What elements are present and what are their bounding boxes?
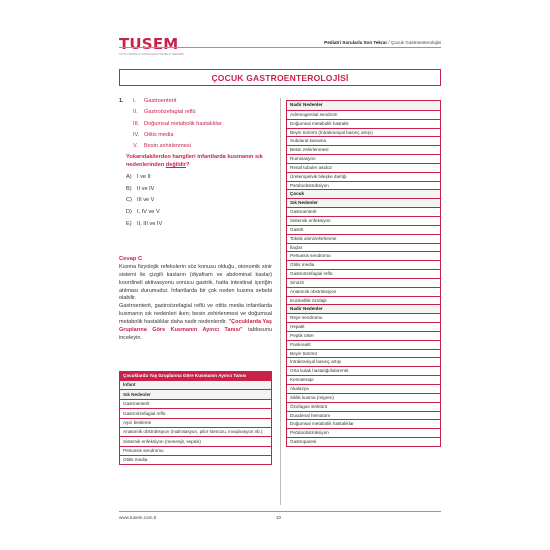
table-row: İntrakraniyal basınç artışı bbox=[287, 357, 440, 366]
statement-item: IV. Otitis media bbox=[133, 131, 174, 138]
table-row: İlaçlar bbox=[287, 243, 440, 252]
header-rule bbox=[119, 47, 441, 48]
differential-table-part2 bbox=[286, 100, 441, 447]
table-row: Doğumsal metabolik hastalık bbox=[287, 119, 440, 128]
table-row: Gastroenterit bbox=[287, 207, 440, 216]
table-section-header: İnfant bbox=[120, 380, 271, 389]
question-block bbox=[119, 98, 274, 232]
footer-rule bbox=[119, 511, 441, 512]
logo-text: TUSEM bbox=[119, 35, 179, 53]
footer-website: www.tusem.com.tr bbox=[119, 515, 157, 520]
statement-item: III. Doğumsal metabolik hastalıklar bbox=[133, 120, 222, 127]
table-section-header: Nadir Nedenler bbox=[287, 101, 440, 110]
book-title: Pediatri Sorularla Son Tekrar bbox=[324, 40, 388, 45]
table-row: Gastroözefagial reflü bbox=[120, 408, 271, 417]
table-row: Gastroparesi bbox=[287, 437, 440, 446]
option-c[interactable]: C) III ve V bbox=[126, 197, 155, 204]
table-row: Siklik kusma (migren) bbox=[287, 393, 440, 402]
table-row: Beyin tümörü bbox=[287, 349, 440, 358]
table-row: Peptik ülser bbox=[287, 331, 440, 340]
table-row: Adrenogenital sendrom bbox=[287, 110, 440, 119]
answer-title: Cevap C bbox=[119, 256, 143, 262]
table-row: Duodenal hematom bbox=[287, 411, 440, 420]
table-row: Sinüzit bbox=[287, 278, 440, 287]
table-row: Gastroözefagial reflü bbox=[287, 269, 440, 278]
answer-explanation bbox=[119, 264, 272, 342]
explanation-paragraph: Kusma fizyolojik refekslerin söz konusu olduğu, otonomik sinir sistemi ile çizgili kasların (diyafram ve abdominal kaslar) koordineli aktivasyonu sonucu gastrik, hatta intestinal içeriğin atılması durumudur. İnfantlarda bir çok neden kusma sebebi olabilir. bbox=[119, 264, 272, 302]
explanation-paragraph: Gastroenterit, gastroözefagial reflü ve otitis media infantlarda kusmanın sık nedenleri iken; besin zehirlenmesi ve doğumsal metabolik hastalıklar daha nadir nedenlerdir. "Çocuklarda Yaş Gruplarına Göre Kusmanın Ayırıcı Tanısı" tablosunu inceleyin. bbox=[119, 303, 272, 341]
statement-item: I. Gastroenterit bbox=[133, 98, 177, 104]
table-section-header: Nadir Nedenler bbox=[287, 304, 440, 313]
statement-item: V. Besin zehirlenmesi bbox=[133, 143, 191, 150]
table-section-header: Sık Nedenler bbox=[120, 389, 271, 398]
table-row: Üreteropelvik bileşke darlığı bbox=[287, 172, 440, 181]
table-row: Özofagus striktürü bbox=[287, 402, 440, 411]
table-row: Otitis media bbox=[120, 455, 271, 464]
table-row: Psödoobstrüksiyon bbox=[287, 181, 440, 190]
table-row: Orta kulak hastalığı/labirentit bbox=[287, 366, 440, 375]
chapter-title: ÇOCUK GASTROENTEROLOJİSİ bbox=[211, 72, 349, 83]
table-row: Otitis media bbox=[287, 260, 440, 269]
table-row: Sistemik enfeksiyon (menenjit, sepsis) bbox=[120, 436, 271, 445]
table-row: Renal tubuler asidoz bbox=[287, 163, 440, 172]
option-d[interactable]: D) I, IV ve V bbox=[126, 209, 160, 216]
logo-tagline: TIPTA UZMANLIK SINAVLARINA HAZIRLIK MERKEZİ bbox=[119, 53, 185, 56]
statement-item: II. Gastroözefagial reflü bbox=[133, 109, 196, 116]
table-row: Hepatit bbox=[287, 322, 440, 331]
chapter-name: / Çocuk Gastroenterolojisi bbox=[387, 40, 441, 45]
differential-table-part1 bbox=[119, 371, 272, 465]
table-row: Akalazya bbox=[287, 384, 440, 393]
table-row: Pertussis sendromu bbox=[287, 251, 440, 260]
table-row: Pankreatit bbox=[287, 340, 440, 349]
table-section-header: Sık Nedenler bbox=[287, 198, 440, 207]
answer-options bbox=[126, 174, 274, 232]
table-row: Psödoobstrüksiyon bbox=[287, 428, 440, 437]
table-row: Besin zehirlenmesi bbox=[287, 145, 440, 154]
chapter-title-box bbox=[119, 69, 441, 86]
question-stem: Yukarıdakilerden hangileri infantlarda kusmanın sık nedenlerinden değildir? bbox=[126, 154, 263, 168]
option-e[interactable]: E) II, III ve IV bbox=[126, 220, 163, 227]
statement-list bbox=[133, 98, 274, 154]
column-divider bbox=[280, 98, 281, 505]
option-b[interactable]: B) II ve IV bbox=[126, 185, 155, 192]
question-number: 1. bbox=[119, 98, 124, 104]
table-reference: "Çocuklarda Yaş Gruplarına Göre Kusmanın Ayırıcı Tanısı" bbox=[119, 318, 272, 333]
table-section-header: Çocuk bbox=[287, 189, 440, 198]
option-a[interactable]: A) I ve II bbox=[126, 174, 151, 181]
table-row: Reye sendromu bbox=[287, 313, 440, 322]
table-row: Gastroenterit bbox=[120, 399, 271, 408]
table-row: Sistemik enfeksiyon bbox=[287, 216, 440, 225]
table-row: Doğumsal metabolik hastalıklar bbox=[287, 419, 440, 428]
table-row: Kemoterapi bbox=[287, 375, 440, 384]
table-row: Aşırı besleme bbox=[120, 418, 271, 427]
table-row: Toksik alım/zehirlenme bbox=[287, 234, 440, 243]
table-row: Beyin tümörü (İntrakraniyal basınç artışı) bbox=[287, 128, 440, 137]
table-row: Anatomik obstrüksiyon (malrotasyon, pilor stenozu, invajinasyon vb.) bbox=[120, 427, 271, 436]
table-row: Eozinefilik özofajit bbox=[287, 296, 440, 305]
table-row: Pertussis sendromu bbox=[120, 446, 271, 455]
table-row: Gastrit bbox=[287, 225, 440, 234]
table-row: Anatomik obstrüksiyon bbox=[287, 287, 440, 296]
page-number: 10 bbox=[276, 515, 282, 520]
table-title: Çocuklarda Yaş Gruplarına Göre Kusmanın Ayırıcı Tanısı bbox=[120, 372, 271, 380]
table-row: Ruminasyon bbox=[287, 154, 440, 163]
table-row: Subdural kanama bbox=[287, 136, 440, 145]
running-header bbox=[324, 40, 441, 45]
